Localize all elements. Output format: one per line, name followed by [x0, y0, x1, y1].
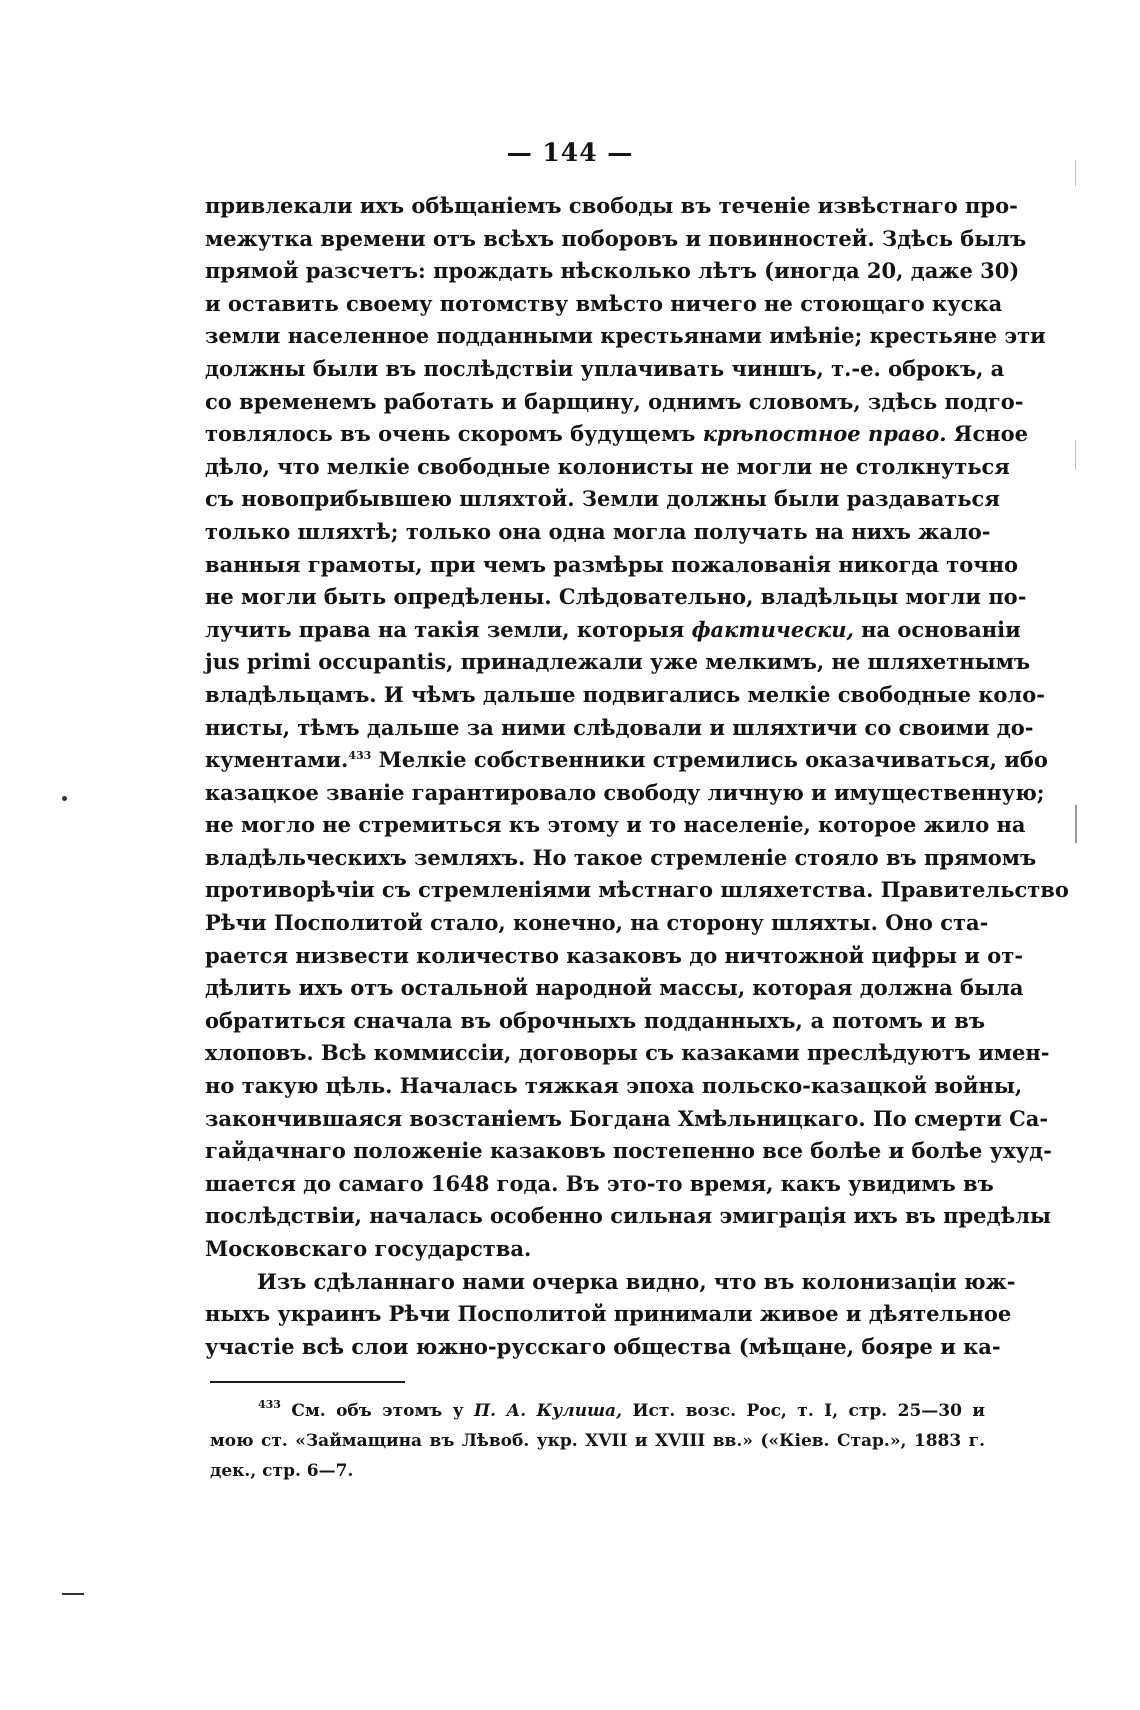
text-line: привлекали ихъ обѣщаніемъ свободы въ теченіе извѣстнаго про-	[205, 193, 1018, 218]
text-line: хлоповъ. Всѣ коммиссіи, договоры съ казаками преслѣдуютъ имен-	[205, 1040, 1050, 1066]
page-number: — 144 —	[506, 138, 634, 167]
text-segment: на основаніи	[853, 616, 1021, 642]
footnotes	[210, 1396, 985, 1486]
text-line: противорѣчіи съ стремленіями мѣстнаго шляхетства. Правительство	[205, 877, 1069, 903]
text-line: казацкое званіе гарантировало свободу личную и имущественную;	[205, 779, 1045, 805]
text-line	[205, 418, 1028, 451]
margin-dash	[62, 1593, 84, 1595]
text-line: владѣльческихъ земляхъ. Но такое стремленіе стояло въ прямомъ	[205, 844, 1037, 870]
text-segment: кументами.	[205, 747, 349, 773]
footnote-line	[210, 1396, 985, 1426]
text-line: не могло не стремиться къ этому и то населеніе, которое жило на	[205, 812, 1026, 838]
text-line: Московскаго государства.	[205, 1236, 532, 1261]
text-line: участіе всѣ слои южно-русскаго общества (мѣщане, бояре и ка-	[205, 1333, 1001, 1359]
footnote-line: мою ст. «Займащина въ Лѣвоб. укр. XVII и XVIII вв.» («Кіев. Стар.», 1883 г.	[210, 1431, 985, 1451]
text-line: дѣло, что мелкіе свободные колонисты не могли не столкнуться	[205, 453, 1010, 479]
emphasis-text: фактически,	[691, 616, 854, 642]
text-line: нисты, тѣмъ дальше за ними слѣдовали и шляхтичи со своими до-	[205, 714, 1034, 740]
text-line: jus primi occupantis, принадлежали уже мелкимъ, не шляхетнымъ	[205, 649, 1031, 675]
text-line: только шляхтѣ; только она одна могла получать на нихъ жало-	[205, 518, 991, 544]
text-segment: См. объ этомъ у	[280, 1401, 475, 1421]
text-line: должны были въ послѣдствіи уплачивать чиншъ, т.-е. оброкъ, а	[205, 355, 1005, 381]
text-line: со временемъ работать и барщину, однимъ словомъ, здѣсь подго-	[205, 388, 1024, 414]
text-line: гайдачнаго положеніе казаковъ постепенно все болѣе и болѣе ухуд-	[205, 1138, 1052, 1164]
text-line: ныхъ украинъ Рѣчи Посполитой принимали живое и дѣятельное	[205, 1301, 1012, 1327]
text-line: закончившаяся возстаніемъ Богдана Хмѣльницкаго. По смерти Са-	[205, 1105, 1049, 1131]
text-line: шается до самаго 1648 года. Въ это-то время, какъ увидимъ въ	[205, 1170, 994, 1196]
margin-rule	[1075, 440, 1076, 470]
text-line: и оставить своему потомству вмѣсто ничего не стоющаго куска	[205, 290, 1003, 316]
margin-dot	[62, 796, 67, 801]
footnote-author: П. А. Кулиша,	[474, 1401, 622, 1421]
text-line: дѣлить ихъ отъ остальной народной массы, которая должна была	[205, 975, 1024, 1001]
text-line: рается низвести количество казаковъ до ничтожной цифры и от-	[205, 942, 1024, 968]
emphasis-text: крѣпостное право.	[702, 421, 947, 447]
text-line: ванныя грамоты, при чемъ размѣры пожалованія никогда точно	[205, 551, 1019, 577]
text-segment: Ясное	[946, 421, 1028, 447]
footnote-divider	[210, 1381, 405, 1383]
text-line: земли населенное подданными крестьянами имѣніе; крестьяне эти	[205, 323, 1046, 349]
text-line: Изъ сдѣланнаго нами очерка видно, что въ колонизаціи юж-	[257, 1268, 1016, 1294]
footnote-line: дек., стр. 6—7.	[210, 1461, 354, 1481]
margin-rule	[1075, 160, 1076, 186]
main-text	[205, 190, 1069, 1363]
text-segment: лучить права на такія земли, которыя	[205, 616, 692, 642]
text-line: межутка времени отъ всѣхъ поборовъ и повинностей. Здѣсь былъ	[205, 225, 1027, 251]
text-line	[205, 614, 1021, 647]
text-line: не могли быть опредѣлены. Слѣдовательно, владѣльцы могли по-	[205, 584, 1027, 610]
text-segment: товлялось въ очень скоромъ будущемъ	[205, 421, 703, 447]
footnote-marker: 433	[258, 1398, 281, 1411]
text-line: обратиться сначала въ оброчныхъ подданныхъ, а потомъ и въ	[205, 1007, 985, 1033]
footnote-reference[interactable]: 433	[348, 749, 372, 763]
text-line: но такую цѣль. Началась тяжкая эпоха польско-казацкой войны,	[205, 1073, 1023, 1099]
text-segment: Ист. возс. Рос, т. I, стр. 25—30 и	[622, 1401, 985, 1421]
text-segment: Мелкіе собственники стремились оказачиваться, ибо	[371, 747, 1048, 773]
text-line	[205, 744, 1048, 777]
text-line: прямой разсчетъ: прождать нѣсколько лѣтъ (иногда 20, даже 30)	[205, 258, 1020, 284]
text-line: Рѣчи Посполитой стало, конечно, на сторону шляхты. Оно ста-	[205, 910, 989, 936]
text-line: послѣдствіи, началась особенно сильная эмиграція ихъ въ предѣлы	[205, 1203, 1052, 1229]
margin-rule	[1075, 805, 1077, 843]
text-line: съ новоприбывшею шляхтой. Земли должны были раздаваться	[205, 486, 1000, 512]
text-line: владѣльцамъ. И чѣмъ дальше подвигались мелкіе свободные коло-	[205, 681, 1045, 707]
